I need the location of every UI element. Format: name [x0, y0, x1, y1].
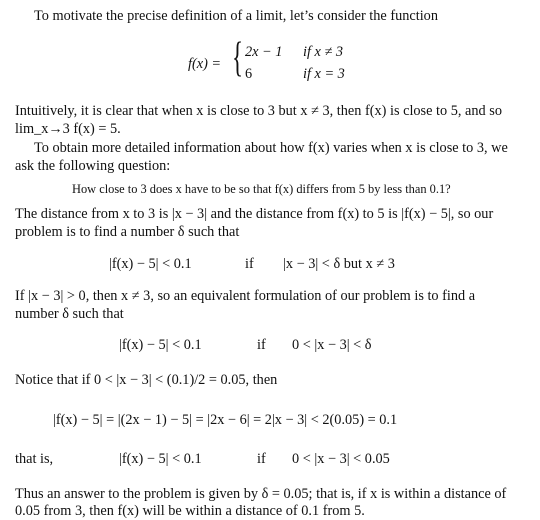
para1-line1: Intuitively, it is clear that when x is close to 3 but x ≠ 3, then f(x) is close to 5, and so	[15, 103, 502, 119]
piecewise-definition	[183, 35, 383, 85]
notice-line: Notice that if 0 < |x − 3| < (0.1)/2 = 0.05, then	[15, 372, 278, 388]
left-brace-icon: {	[232, 35, 244, 81]
eq1-mid: if	[245, 256, 254, 272]
thatis-label: that is,	[15, 451, 54, 467]
thatis-left: |f(x) − 5| < 0.1	[119, 451, 202, 467]
eq1-right: |x − 3| < δ but x ≠ 3	[283, 256, 395, 272]
case2-expression: 6	[245, 66, 253, 82]
question-line: How close to 3 does x have to be so that f(x) differs from 5 by less than 0.1?	[72, 182, 451, 196]
para1-line2: lim_x→3 f(x) = 5.	[15, 121, 121, 137]
thatis-right: 0 < |x − 3| < 0.05	[292, 451, 390, 467]
eq2-left: |f(x) − 5| < 0.1	[119, 337, 202, 353]
eq2-right: 0 < |x − 3| < δ	[292, 337, 372, 353]
eq1-left: |f(x) − 5| < 0.1	[109, 256, 192, 272]
para2-line2: ask the following question:	[15, 158, 171, 174]
thatis-mid: if	[257, 451, 266, 467]
eq2-mid: if	[257, 337, 266, 353]
para3-line2: problem is to find a number δ such that	[15, 224, 240, 240]
eq3-line: |f(x) − 5| = |(2x − 1) − 5| = |2x − 6| = 2|x − 3| < 2(0.05) = 0.1	[53, 412, 398, 428]
intro-line: To motivate the precise definition of a limit, let’s consider the function	[34, 8, 438, 24]
para4-line2: number δ such that	[15, 306, 124, 322]
case1-expression: 2x − 1	[245, 44, 283, 60]
para3-line1: The distance from x to 3 is |x − 3| and the distance from f(x) to 5 is |f(x) − 5|, so our	[15, 206, 494, 222]
conclusion-line2: 0.05 from 3, then f(x) will be within a distance of 0.1 from 5.	[15, 503, 365, 519]
case1-condition: if x ≠ 3	[303, 44, 344, 60]
conclusion-line1: Thus an answer to the problem is given by δ = 0.05; that is, if x is within a distance of	[15, 486, 507, 502]
case2-condition: if x = 3	[303, 66, 345, 82]
para4-line1: If |x − 3| > 0, then x ≠ 3, so an equivalent formulation of our problem is to find a	[15, 288, 476, 304]
piecewise-lhs: f(x) =	[188, 56, 222, 72]
para2-line1: To obtain more detailed information about how f(x) varies when x is close to 3, we	[34, 140, 508, 156]
